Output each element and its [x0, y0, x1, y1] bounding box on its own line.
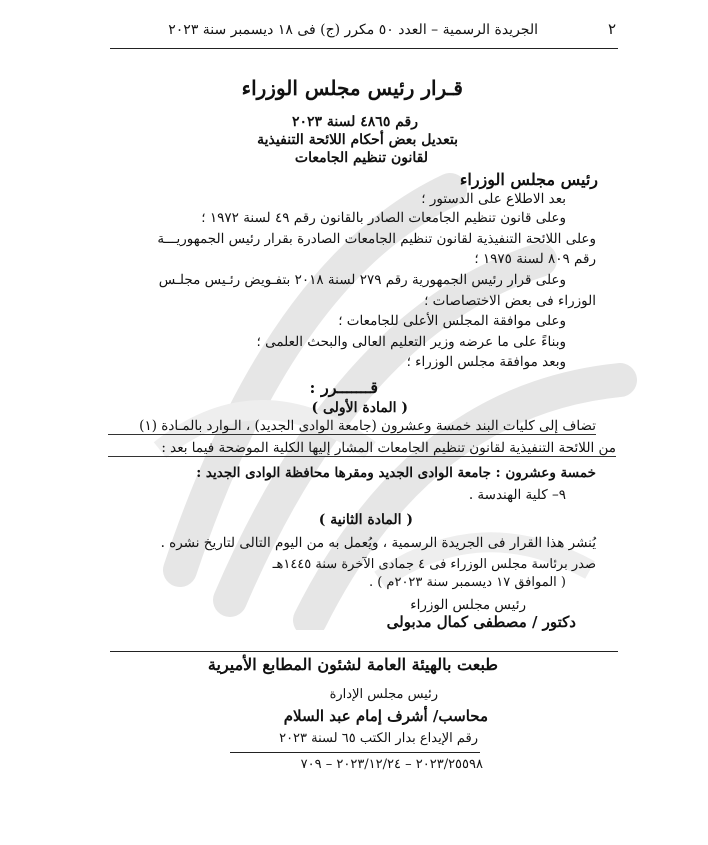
page-number: ٢: [607, 20, 616, 38]
decision-heading: قـــــــرر :: [309, 378, 378, 397]
issuer-heading: رئيس مجلس الوزراء: [459, 170, 598, 189]
signature-title: رئيس مجلس الوزراء: [410, 597, 526, 613]
serial-number: ٢٠٢٣/٢٥٥٩٨ – ٢٠٢٣/١٢/٢٤ – ٧٠٩: [300, 757, 483, 772]
preamble-line: وعلى موافقة المجلس الأعلى للجامعات ؛: [338, 313, 566, 329]
deposit-number: رقم الإيداع بدار الكتب ٦٥ لسنة ٢٠٢٣: [279, 731, 478, 746]
preamble-line: بعد الاطلاع على الدستور ؛: [421, 191, 566, 207]
preamble-line: وبناءً على ما عرضه وزير التعليم العالى والبحث العلمى ؛: [256, 334, 566, 350]
preamble-line: وعلى قرار رئيس الجمهورية رقم ٢٧٩ لسنة ٢٠١٨ بتفـويض رئـيس مجلـس: [158, 272, 566, 288]
article1-line1: تضاف إلى كليات البند خمسة وعشرون (جامعة الوادى الجديد) ، الـوارد بالمـادة (١): [108, 418, 596, 435]
decree-title: قـرار رئيس مجلس الوزراء: [241, 76, 463, 100]
preamble-line: الوزراء فى بعض الاختصاصات ؛: [424, 293, 596, 309]
preamble-line: وعلى قانون تنظيم الجامعات الصادر بالقانون رقم ٤٩ لسنة ١٩٧٢ ؛: [201, 210, 566, 226]
preamble-line: رقم ٨٠٩ لسنة ١٩٧٥ ؛: [474, 251, 596, 267]
preamble-line: وعلى اللائحة التنفيذية لقانون تنظيم الجامعات الصادرة بقرار رئيس الجمهوريـــة: [157, 231, 596, 247]
deposit-rule: [230, 752, 480, 753]
article2-heading: ( المادة الثانية ): [318, 512, 413, 528]
article1-item-heading: خمسة وعشرون : جامعة الوادى الجديد ومقرها محافظة الوادى الجديد :: [196, 465, 596, 481]
preamble-line: وبعد موافقة مجلس الوزراء ؛: [406, 354, 566, 370]
footer-rule: [110, 651, 618, 652]
signature-name: دكتور / مصطفى كمال مدبولى: [386, 613, 576, 631]
decree-purpose-line1: بتعديل بعض أحكام اللائحة التنفيذية: [257, 132, 458, 148]
decree-number: رقم ٤٨٦٥ لسنة ٢٠٢٣: [291, 114, 418, 130]
header-rule: [110, 48, 618, 49]
article1-line2: من اللائحة التنفيذية لقانون تنظيم الجامعات المشار إليها الكلية الموضحة فيما بعد :: [108, 440, 616, 457]
running-title: الجريدة الرسمية – العدد ٥٠ مكرر (ج) فى ١٨ ديسمبر سنة ٢٠٢٣: [168, 22, 538, 38]
corresponding-date: ( الموافق ١٧ ديسمبر سنة ٢٠٢٣م ) .: [368, 575, 566, 590]
printer-credit: طبعت بالهيئة العامة لشئون المطابع الأميرية: [207, 655, 498, 674]
article2-text: يُنشر هذا القرار فى الجريدة الرسمية ، ويُعمل به من اليوم التالى لتاريخ نشره .: [160, 535, 596, 551]
article1-item: ٩– كلية الهندسة .: [468, 487, 566, 503]
decree-purpose-line2: لقانون تنظيم الجامعات: [294, 150, 428, 166]
article1-heading: ( المادة الأولى ): [311, 400, 408, 416]
board-title: رئيس مجلس الإدارة: [329, 687, 438, 702]
board-name: محاسب/ أشرف إمام عبد السلام: [283, 707, 488, 725]
issued-date: صدر برئاسة مجلس الوزراء فى ٤ جمادى الآخرة سنة ١٤٤٥هـ: [272, 557, 596, 572]
